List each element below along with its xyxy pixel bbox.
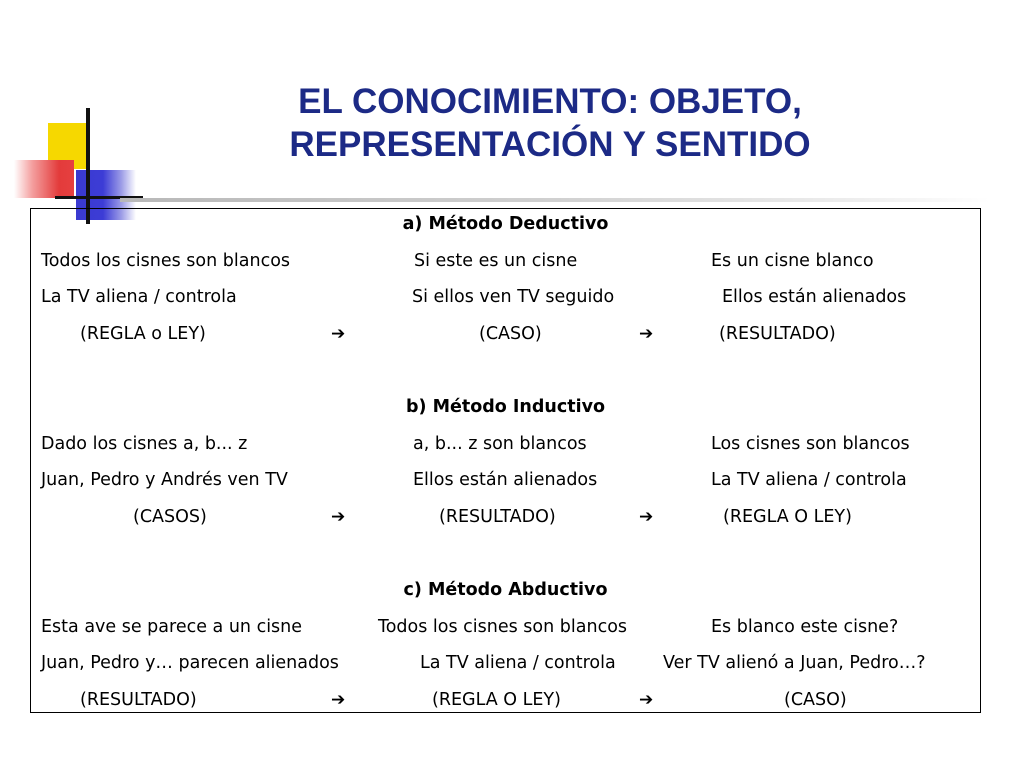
section-c-row-2-col-2: La TV aliena / controla bbox=[420, 653, 616, 673]
arrow-icon: ➔ bbox=[639, 690, 654, 710]
section-b-row-2 bbox=[31, 462, 980, 498]
section-a-row-2-col-1: La TV aliena / controla bbox=[41, 287, 237, 307]
slide-title-line-1: EL CONOCIMIENTO: OBJETO, bbox=[298, 82, 802, 121]
section-c-label-3: (CASO) bbox=[784, 690, 847, 710]
section-c-row-1-col-3: Es blanco este cisne? bbox=[711, 617, 899, 637]
logo-red-square bbox=[14, 160, 74, 198]
section-a-label-1: (REGLA o LEY) bbox=[80, 324, 206, 344]
section-b-label-1: (CASOS) bbox=[133, 507, 207, 527]
section-a-row-1-col-1: Todos los cisnes son blancos bbox=[41, 251, 291, 271]
section-a-row-2-col-3: Ellos están alienados bbox=[722, 287, 907, 307]
section-c-row-2-col-3: Ver TV alienó a Juan, Pedro…? bbox=[663, 653, 926, 673]
section-a-row-1 bbox=[31, 243, 980, 279]
section-a-label-3: (RESULTADO) bbox=[719, 324, 836, 344]
arrow-icon: ➔ bbox=[331, 324, 346, 344]
section-b-labels bbox=[31, 499, 980, 535]
section-c-label-2: (REGLA O LEY) bbox=[432, 690, 561, 710]
section-a-heading: a) Método Deductivo bbox=[402, 214, 609, 234]
section-b-row-2-col-2: Ellos están alienados bbox=[413, 470, 598, 490]
section-c-row-2 bbox=[31, 645, 980, 681]
slide-title-line-2: REPRESENTACIÓN Y SENTIDO bbox=[289, 125, 811, 164]
arrow-icon: ➔ bbox=[331, 690, 346, 710]
arrow-icon: ➔ bbox=[639, 324, 654, 344]
section-a-label-2: (CASO) bbox=[479, 324, 542, 344]
section-b-row-1-col-3: Los cisnes son blancos bbox=[711, 434, 910, 454]
section-a-labels bbox=[31, 316, 980, 352]
section-b-row-2-col-1: Juan, Pedro y Andrés ven TV bbox=[41, 470, 288, 490]
section-a-row-2 bbox=[31, 279, 980, 315]
arrow-icon: ➔ bbox=[639, 507, 654, 527]
section-c-row-1-col-1: Esta ave se parece a un cisne bbox=[41, 617, 303, 637]
section-c-heading: c) Método Abductivo bbox=[403, 580, 608, 600]
title-underline-rule bbox=[120, 198, 990, 202]
section-c-row-1-col-2: Todos los cisnes son blancos bbox=[378, 617, 628, 637]
section-b-heading: b) Método Inductivo bbox=[405, 397, 606, 417]
section-a-row-1-col-3: Es un cisne blanco bbox=[711, 251, 874, 271]
methods-box bbox=[30, 208, 981, 713]
arrow-icon: ➔ bbox=[331, 507, 346, 527]
section-c-labels bbox=[31, 682, 980, 718]
section-b-label-2: (RESULTADO) bbox=[439, 507, 556, 527]
section-c-label-1: (RESULTADO) bbox=[80, 690, 197, 710]
section-b-label-3: (REGLA O LEY) bbox=[723, 507, 852, 527]
slide-title bbox=[130, 80, 970, 166]
section-a-row-2-col-2: Si ellos ven TV seguido bbox=[412, 287, 615, 307]
section-c-row-2-col-1: Juan, Pedro y… parecen alienados bbox=[41, 653, 339, 673]
section-c-row-1 bbox=[31, 609, 980, 645]
section-b-row-1 bbox=[31, 426, 980, 462]
section-b-row-1-col-2: a, b... z son blancos bbox=[413, 434, 587, 454]
section-a-row-1-col-2: Si este es un cisne bbox=[414, 251, 578, 271]
section-b-row-1-col-1: Dado los cisnes a, b... z bbox=[41, 434, 248, 454]
section-b-row-2-col-3: La TV aliena / controla bbox=[711, 470, 907, 490]
